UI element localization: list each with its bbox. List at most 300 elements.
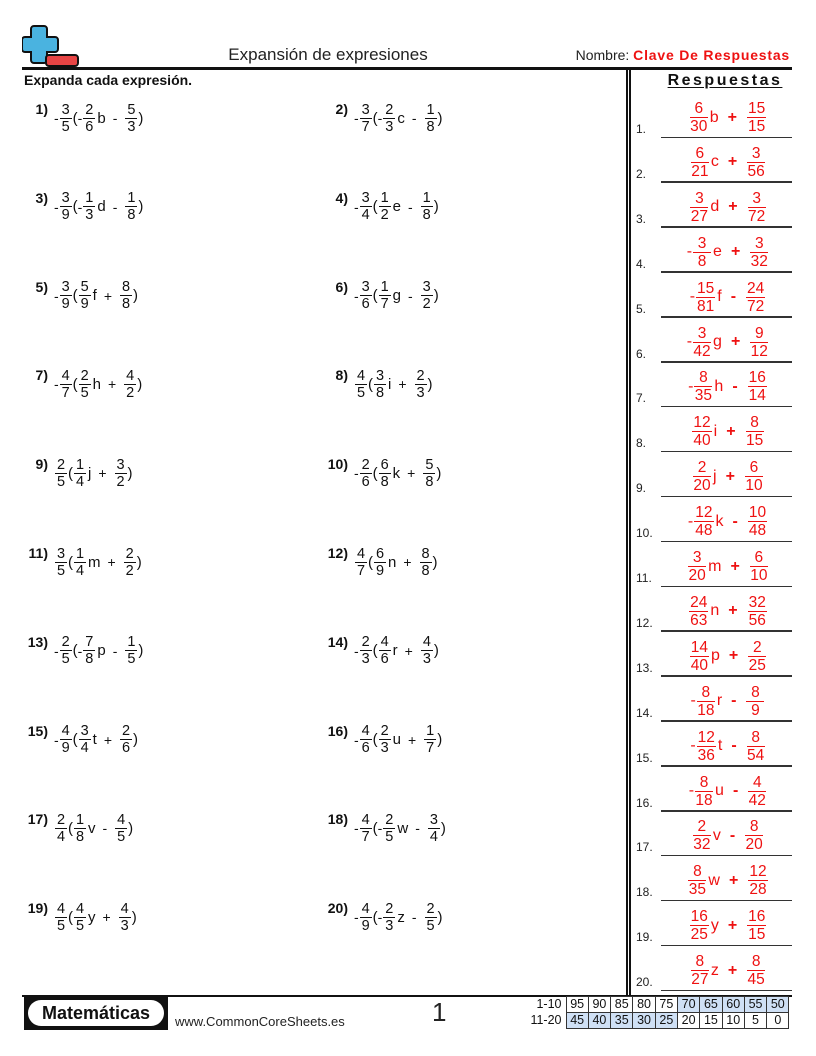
answer-expression: [664, 190, 792, 225]
answer-constant: [746, 908, 767, 943]
constant-fraction: [114, 457, 128, 490]
numerator: 7: [85, 634, 94, 651]
close-paren: ): [433, 642, 439, 660]
sign: -: [354, 110, 359, 126]
numerator: 1: [426, 101, 435, 118]
sign: -: [687, 512, 694, 530]
answer-number: 1.: [636, 122, 647, 136]
problem-item: [314, 631, 439, 671]
coefficient-fraction: [78, 279, 92, 312]
problem-item: [14, 808, 133, 848]
answer-constant: [749, 325, 769, 360]
sign: -: [354, 909, 359, 926]
open-paren: (: [72, 375, 78, 393]
close-paren: ): [127, 464, 133, 482]
answer-expression: [664, 414, 792, 449]
open-paren: (: [372, 908, 378, 926]
numerator: 6: [380, 456, 389, 473]
constant-fraction: [420, 634, 434, 667]
denominator: 15: [748, 926, 766, 944]
sign: -: [54, 376, 59, 393]
denominator: 6: [121, 740, 131, 757]
variable: b: [97, 109, 106, 127]
problem-item: [14, 364, 142, 404]
numerator: 1: [426, 723, 435, 740]
numerator: 1: [380, 190, 389, 207]
numerator: 9: [754, 324, 764, 342]
problem-number: 19): [27, 900, 48, 917]
outer-fraction: [59, 723, 73, 756]
denominator: 28: [749, 881, 767, 899]
variable: m: [88, 553, 101, 571]
brand-badge: [24, 996, 168, 1030]
numerator: 10: [748, 504, 767, 522]
denominator: 4: [361, 207, 370, 224]
name-label: Nombre:: [575, 47, 630, 63]
denominator: 8: [380, 473, 389, 490]
answer-number: 20.: [636, 975, 653, 990]
name-value: Clave De Respuestas: [633, 47, 790, 63]
answer-expression: [664, 863, 792, 898]
outer-fraction: [359, 723, 373, 756]
variable: t: [717, 737, 723, 755]
answer-expression: [664, 774, 792, 809]
coefficient-fraction: [378, 190, 392, 223]
variable: c: [397, 109, 405, 127]
coefficient-fraction: [382, 901, 396, 934]
expression: [354, 901, 443, 934]
answer-item: [636, 811, 792, 856]
denominator: 18: [697, 701, 715, 719]
answer-constant: [747, 504, 768, 539]
score-cell: 10: [722, 1013, 744, 1029]
constant-fraction: [424, 102, 438, 135]
operator: +: [730, 243, 741, 261]
numerator: 2: [697, 459, 707, 477]
score-cell: 0: [767, 1013, 789, 1029]
denominator: 7: [380, 296, 389, 313]
numerator: 3: [361, 190, 370, 207]
numerator: 8: [749, 818, 759, 836]
operator: +: [730, 557, 740, 575]
answer-coefficient: [690, 145, 710, 180]
constant-fraction: [124, 102, 138, 135]
problem-item: [314, 897, 443, 937]
numerator: 4: [752, 773, 762, 791]
answer-constant: [745, 280, 766, 315]
variable: i: [388, 375, 392, 393]
sign: -: [77, 642, 83, 659]
outer-fraction: [54, 901, 68, 934]
variable: z: [397, 908, 405, 926]
denominator: 45: [747, 971, 765, 989]
answer-expression: [664, 459, 792, 494]
numerator: 12: [695, 504, 713, 522]
answer-coefficient: [689, 639, 710, 674]
operator: +: [398, 376, 407, 393]
denominator: 8: [85, 651, 94, 668]
denominator: 25: [690, 926, 708, 944]
constant-fraction: [420, 279, 434, 312]
operator: +: [728, 647, 739, 665]
coefficient-fraction: [378, 723, 392, 756]
numerator: 8: [751, 728, 760, 746]
numerator: 2: [697, 818, 707, 836]
answer-item: [636, 93, 792, 138]
constant-fraction: [123, 546, 137, 579]
expression: [54, 102, 143, 135]
operator: +: [726, 422, 736, 440]
denominator: 5: [61, 118, 70, 135]
operator: +: [730, 333, 741, 350]
numerator: 2: [416, 367, 425, 384]
problem-number: 20): [327, 900, 348, 917]
variable: p: [97, 642, 106, 660]
expression: [54, 901, 137, 934]
denominator: 72: [748, 207, 766, 225]
answer-line: [661, 990, 792, 992]
numerator: 16: [748, 369, 766, 387]
variable: g: [713, 333, 722, 350]
outer-fraction: [354, 546, 368, 579]
problem-item: [14, 897, 137, 937]
variable: m: [708, 557, 722, 575]
problem-item: [314, 187, 439, 227]
denominator: 5: [56, 562, 66, 579]
problem-item: [314, 542, 438, 582]
expression: [354, 634, 439, 667]
operator: +: [108, 376, 117, 393]
score-cell: 50: [767, 997, 789, 1013]
answer-coefficient: [696, 684, 716, 719]
answer-coefficient: [692, 818, 712, 853]
numerator: 6: [694, 100, 704, 117]
numerator: 4: [56, 900, 66, 917]
answer-expression: [664, 594, 792, 629]
coefficient-fraction: [73, 546, 87, 579]
numerator: 2: [121, 723, 131, 740]
numerator: 4: [356, 367, 366, 384]
variable: u: [715, 782, 724, 799]
numerator: 8: [693, 863, 702, 881]
variable: h: [92, 375, 102, 393]
sign: -: [354, 731, 359, 748]
numerator: 3: [61, 101, 70, 118]
operator: -: [730, 288, 737, 306]
answer-expression: [664, 280, 792, 315]
numerator: 5: [80, 279, 89, 296]
denominator: 8: [426, 118, 435, 135]
numerator: 15: [697, 279, 715, 297]
variable: h: [714, 377, 724, 395]
coefficient-fraction: [73, 901, 87, 934]
numerator: 4: [361, 811, 370, 828]
coefficient-fraction: [82, 102, 96, 135]
answer-expression: [664, 549, 792, 584]
operator: -: [112, 198, 118, 215]
outer-fraction: [359, 901, 373, 934]
variable: n: [710, 602, 720, 620]
operator: +: [725, 467, 735, 485]
denominator: 40: [693, 432, 711, 450]
problem-item: [14, 98, 143, 138]
answer-coefficient: [689, 908, 710, 943]
problem-number: 17): [27, 811, 48, 828]
constant-fraction: [119, 723, 133, 756]
problem-item: [314, 276, 439, 316]
numerator: 3: [61, 279, 70, 296]
denominator: 4: [429, 828, 438, 845]
variable: y: [88, 908, 96, 926]
denominator: 3: [385, 118, 394, 135]
constant-fraction: [423, 723, 437, 756]
score-cell: 45: [566, 1013, 588, 1029]
answer-coefficient: [692, 325, 712, 360]
site-url: www.CommonCoreSheets.es: [175, 1014, 345, 1029]
answer-constant: [746, 729, 766, 764]
problem-item: [314, 808, 446, 848]
sign: -: [686, 333, 693, 350]
denominator: 18: [695, 791, 713, 809]
answer-constant: [747, 639, 767, 674]
numerator: 4: [61, 723, 70, 740]
problem-number: 3): [35, 189, 48, 206]
open-paren: (: [372, 819, 378, 837]
denominator: 5: [75, 917, 85, 934]
problem-number: 7): [35, 367, 48, 384]
numerator: 4: [120, 900, 129, 917]
answer-item: [636, 946, 792, 991]
outer-fraction: [59, 279, 73, 312]
expression: [354, 190, 439, 223]
answer-coefficient: [687, 863, 707, 898]
score-table: [530, 996, 789, 1029]
numerator: 8: [750, 414, 759, 432]
sign: -: [354, 198, 359, 215]
answer-constant: [747, 190, 767, 225]
numerator: 2: [125, 545, 134, 562]
numerator: 4: [61, 367, 70, 384]
close-paren: ): [138, 642, 144, 660]
answer-expression: [664, 684, 792, 719]
numerator: 1: [75, 456, 85, 473]
numerator: 1: [85, 190, 94, 207]
answer-coefficient: [688, 594, 709, 629]
score-cell: 85: [611, 997, 633, 1013]
open-paren: (: [372, 287, 378, 305]
denominator: 9: [61, 207, 70, 224]
sign: -: [354, 820, 359, 837]
page-number: 1: [432, 997, 447, 1027]
answer-constant: [745, 684, 765, 719]
denominator: 20: [745, 836, 763, 854]
answer-coefficient: [690, 953, 710, 988]
problem-number: 1): [35, 101, 48, 117]
denominator: 72: [747, 297, 765, 315]
numerator: 16: [690, 908, 708, 926]
operator: -: [411, 110, 417, 126]
answer-number: 3.: [636, 211, 647, 226]
denominator: 2: [422, 296, 431, 313]
score-cell: 30: [633, 1013, 655, 1029]
expression: [54, 723, 138, 756]
numerator: 8: [695, 953, 705, 971]
numerator: 1: [75, 545, 85, 562]
answer-expression: [664, 908, 792, 943]
answer-number: 15.: [636, 750, 653, 765]
answer-coefficient: [689, 190, 709, 225]
coefficient-fraction: [373, 546, 387, 579]
answer-item: [636, 722, 792, 767]
denominator: 32: [693, 836, 711, 854]
denominator: 7: [356, 562, 366, 579]
operator: -: [415, 820, 420, 837]
numerator: 2: [80, 367, 89, 384]
denominator: 9: [375, 562, 385, 579]
numerator: 8: [701, 683, 711, 701]
score-row: [530, 1013, 789, 1029]
coefficient-fraction: [378, 634, 392, 667]
open-paren: (: [368, 553, 373, 571]
variable: z: [710, 961, 719, 979]
answer-constant: [747, 369, 768, 404]
numerator: 1: [422, 190, 431, 207]
open-paren: (: [372, 464, 378, 482]
expression: [54, 812, 133, 845]
answer-coefficient: [689, 100, 709, 135]
numerator: 2: [85, 101, 94, 118]
variable: p: [711, 647, 720, 665]
answer-number: 2.: [636, 166, 647, 181]
sign: -: [689, 288, 696, 306]
answer-coefficient: [687, 549, 707, 584]
answer-number: 10.: [636, 526, 653, 541]
denominator: 21: [691, 162, 709, 180]
problem-number: 8): [335, 367, 348, 384]
close-paren: ): [138, 109, 144, 127]
variable: j: [713, 467, 717, 485]
open-paren: (: [372, 731, 378, 749]
denominator: 32: [750, 252, 768, 270]
score-cell: 90: [588, 997, 610, 1013]
denominator: 3: [361, 651, 370, 668]
outer-fraction: [54, 812, 68, 845]
numerator: 5: [127, 101, 136, 118]
sign: -: [54, 731, 59, 748]
coefficient-fraction: [73, 812, 87, 845]
coefficient-fraction: [373, 368, 387, 401]
denominator: 5: [426, 917, 435, 934]
numerator: 14: [690, 638, 708, 656]
denominator: 30: [690, 118, 708, 135]
denominator: 56: [748, 611, 766, 629]
operator: -: [731, 692, 737, 710]
close-paren: ): [133, 731, 139, 749]
answer-expression: [664, 100, 792, 135]
denominator: 42: [748, 791, 766, 809]
operator: -: [732, 377, 738, 395]
answer-number: 11.: [636, 571, 652, 585]
denominator: 6: [361, 296, 370, 313]
sign: -: [77, 110, 83, 126]
numerator: 3: [697, 324, 707, 342]
numerator: 4: [75, 900, 85, 917]
numerator: 3: [697, 234, 707, 252]
denominator: 10: [745, 477, 763, 495]
numerator: 4: [356, 545, 366, 562]
sign: -: [686, 243, 693, 261]
answer-expression: [664, 953, 792, 988]
answer-number: 16.: [636, 795, 653, 810]
operator: +: [727, 153, 738, 171]
denominator: 6: [85, 118, 94, 135]
operator: +: [103, 731, 113, 748]
open-paren: (: [372, 109, 378, 127]
numerator: 4: [361, 723, 370, 740]
outer-fraction: [359, 102, 373, 135]
expression: [354, 812, 446, 845]
problem-number: 10): [327, 456, 348, 473]
outer-fraction: [359, 812, 373, 845]
close-paren: ): [433, 198, 439, 216]
expression: [354, 723, 442, 756]
denominator: 7: [426, 740, 435, 757]
answer-item: [636, 183, 792, 228]
denominator: 7: [61, 384, 70, 401]
numerator: 6: [754, 549, 764, 566]
answer-number: 14.: [636, 705, 653, 720]
variable: n: [388, 553, 397, 571]
sign: -: [690, 737, 696, 755]
answer-item: [636, 318, 792, 363]
close-paren: ): [437, 908, 443, 926]
close-paren: ): [436, 464, 442, 482]
score-cell: 60: [722, 997, 744, 1013]
numerator: 8: [699, 773, 709, 791]
denominator: 56: [747, 162, 765, 180]
denominator: 2: [380, 207, 389, 224]
denominator: 15: [745, 432, 764, 450]
answer-expression: [664, 145, 792, 180]
score-cell: 70: [677, 997, 699, 1013]
denominator: 9: [751, 701, 760, 719]
numerator: 12: [697, 728, 715, 746]
numerator: 2: [61, 634, 70, 651]
answer-number: 18.: [636, 885, 653, 900]
answer-coefficient: [691, 414, 712, 449]
operator: +: [107, 554, 116, 570]
denominator: 20: [688, 567, 706, 584]
denominator: 25: [748, 656, 766, 674]
denominator: 3: [385, 917, 394, 934]
numerator: 1: [380, 279, 389, 296]
worksheet-title: Expansión de expresiones: [228, 45, 428, 64]
sign: -: [54, 110, 59, 126]
close-paren: ): [433, 287, 439, 305]
problem-number: 2): [335, 101, 348, 117]
numerator: 1: [127, 634, 136, 651]
answer-coefficient: [694, 774, 714, 809]
answer-coefficient: [695, 280, 716, 315]
answer-expression: [664, 235, 792, 270]
variable: r: [392, 642, 398, 660]
answer-item: [636, 138, 792, 183]
denominator: 27: [690, 207, 708, 225]
open-paren: (: [72, 642, 78, 660]
denominator: 5: [356, 384, 366, 401]
outer-fraction: [59, 634, 73, 667]
expression: [354, 102, 443, 135]
